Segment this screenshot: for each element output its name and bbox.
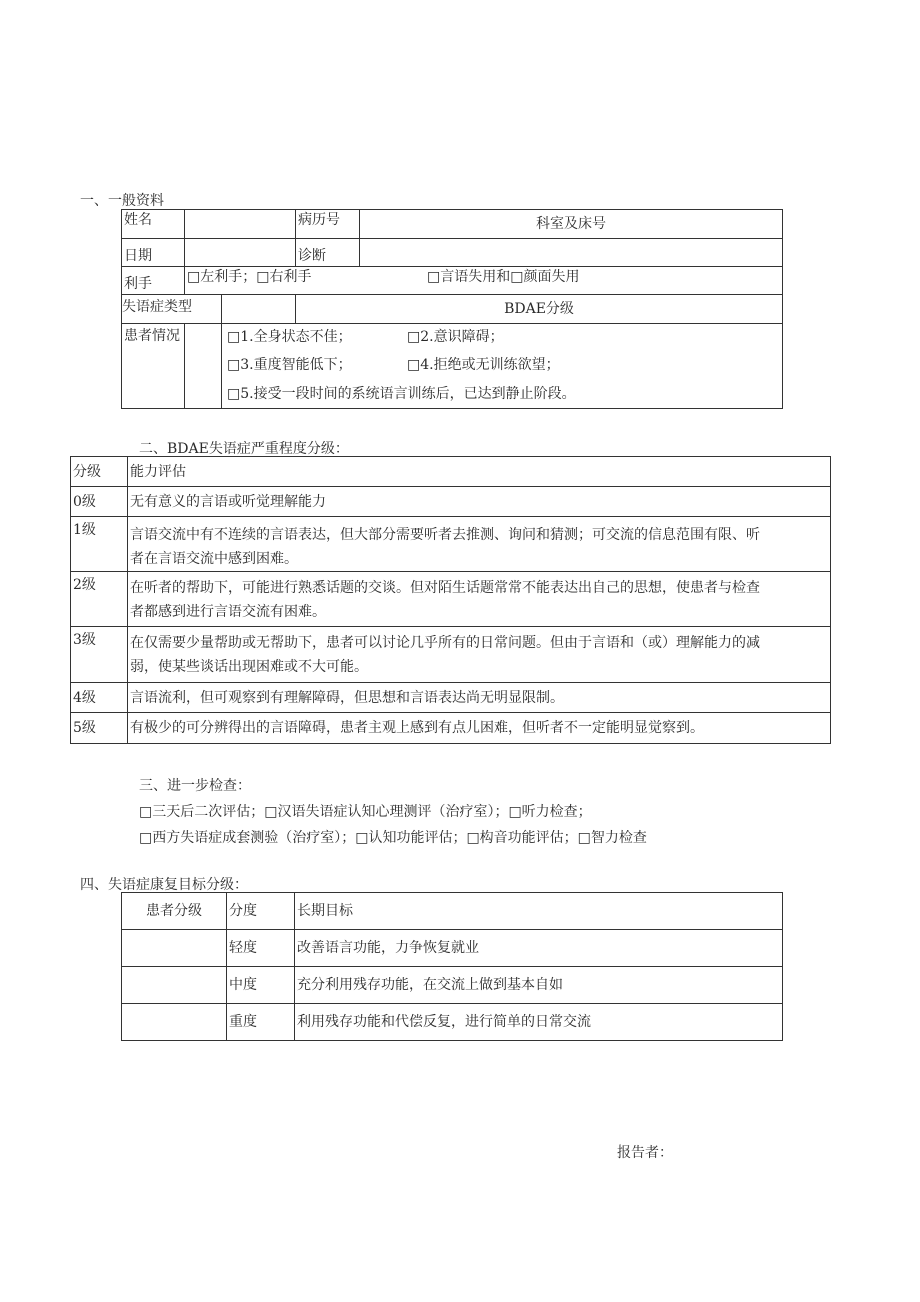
grade-desc: 言语流利，但可观察到有理解障碍，但思想和言语表达尚无明显限制。 bbox=[128, 683, 831, 713]
grade-label: 2级 bbox=[71, 572, 128, 627]
grade-label: 4级 bbox=[71, 683, 128, 713]
patient-grade-field[interactable] bbox=[122, 1004, 227, 1041]
grade-desc: 无有意义的言语或听觉理解能力 bbox=[128, 487, 831, 517]
goal-cell: 充分利用残存功能，在交流上做到基本自如 bbox=[295, 967, 783, 1004]
degree-cell: 中度 bbox=[227, 967, 295, 1004]
name-field[interactable] bbox=[185, 210, 296, 239]
grade-desc bbox=[128, 627, 831, 683]
grade-desc-line1: 在仅需要少量帮助或无帮助下，患者可以讨论几乎所有的日常问题。但由于言语和（或）理解能力的减 bbox=[130, 635, 760, 651]
bdae-grade-table bbox=[70, 456, 831, 744]
degree-cell: 重度 bbox=[227, 1004, 295, 1041]
patient-grade-field[interactable] bbox=[122, 930, 227, 967]
diagnosis-label: 诊断 bbox=[296, 239, 360, 267]
grade-desc-line2: 弱，使某些谈话出现困难或不大可能。 bbox=[130, 659, 368, 675]
goal-header: 长期目标 bbox=[295, 893, 783, 930]
cond4-checkbox[interactable]: □4.拒绝或无训练欲望； bbox=[407, 357, 560, 373]
patient-label: 患者情况 bbox=[122, 324, 185, 409]
diagnosis-field[interactable] bbox=[360, 239, 783, 267]
grade-row-0 bbox=[71, 487, 831, 517]
grade-desc bbox=[128, 517, 831, 572]
goal-row bbox=[122, 930, 783, 967]
hand-options[interactable]: □左利手；□右利手 bbox=[187, 269, 312, 285]
hand-apraxia-cell bbox=[185, 267, 783, 295]
reporter-label: 报告者： bbox=[617, 1145, 673, 1161]
section1-title: 一、一般资料 bbox=[80, 193, 164, 209]
grade-label: 0级 bbox=[71, 487, 128, 517]
goal-row bbox=[122, 967, 783, 1004]
patient-grade-header: 患者分级 bbox=[122, 893, 227, 930]
date-label: 日期 bbox=[122, 239, 185, 267]
grade-row-5 bbox=[71, 713, 831, 744]
name-label: 姓名 bbox=[122, 210, 185, 239]
degree-header: 分度 bbox=[227, 893, 295, 930]
grade-header: 分级 bbox=[71, 457, 128, 487]
grade-label: 1级 bbox=[71, 517, 128, 572]
aphasia-type-text: 失语症类型 bbox=[122, 299, 192, 315]
section4-title: 四、失语症康复目标分级： bbox=[80, 877, 248, 893]
degree-cell: 轻度 bbox=[227, 930, 295, 967]
further-exam-line2[interactable]: □西方失语症成套测验（治疗室）；□认知功能评估；□构音功能评估；□智力检查 bbox=[139, 830, 647, 846]
hand-label: 利手 bbox=[122, 267, 185, 295]
goal-cell: 改善语言功能，力争恢复就业 bbox=[295, 930, 783, 967]
grade-row-2 bbox=[71, 572, 831, 627]
grade-desc-line1: 在听者的帮助下，可能进行熟悉话题的交谈。但对陌生话题常常不能表达出自己的思想，使患者与检查 bbox=[130, 580, 760, 596]
further-exam-line1[interactable]: □三天后二次评估；□汉语失语症认知心理测评（治疗室）；□听力检查； bbox=[139, 804, 592, 820]
grade-desc-line2: 者在言语交流中感到困难。 bbox=[130, 551, 298, 567]
ability-header: 能力评估 bbox=[128, 457, 831, 487]
grade-label: 3级 bbox=[71, 627, 128, 683]
grade-desc-line2: 者都感到进行言语交流有困难。 bbox=[130, 604, 326, 620]
aphasia-type-label bbox=[122, 295, 296, 324]
date-field[interactable] bbox=[185, 239, 296, 267]
cond2-checkbox[interactable]: □2.意识障碍； bbox=[407, 329, 504, 345]
section2-title: 二、BDAE失语症严重程度分级： bbox=[139, 441, 349, 457]
grade-desc: 有极少的可分辨得出的言语障碍，患者主观上感到有点儿困难，但听者不一定能明显觉察到。 bbox=[128, 713, 831, 744]
rehab-goal-table bbox=[121, 892, 783, 1041]
patient-grade-field[interactable] bbox=[122, 967, 227, 1004]
grade-row-1 bbox=[71, 517, 831, 572]
bdae-label: BDAE分级 bbox=[296, 295, 783, 324]
record-label: 病历号 bbox=[296, 210, 360, 239]
cond3-checkbox[interactable]: □3.重度智能低下； bbox=[227, 357, 352, 373]
grade-row-3 bbox=[71, 627, 831, 683]
grade-row-4 bbox=[71, 683, 831, 713]
goal-cell: 利用残存功能和代偿反复，进行简单的日常交流 bbox=[295, 1004, 783, 1041]
grade-desc bbox=[128, 572, 831, 627]
cond5-checkbox[interactable]: □5.接受一段时间的系统语言训练后，已达到静止阶段。 bbox=[227, 386, 576, 402]
dept-label: 科室及床号 bbox=[360, 210, 783, 239]
grade-desc-line1: 言语交流中有不连续的言语表达，但大部分需要听者去推测、询问和猜测；可交流的信息范围有限、听 bbox=[130, 527, 760, 543]
grade-label: 5级 bbox=[71, 713, 128, 744]
goal-row bbox=[122, 1004, 783, 1041]
conditions-divider bbox=[221, 295, 222, 409]
cond1-checkbox[interactable]: □1.全身状态不佳； bbox=[227, 329, 352, 345]
apraxia-options[interactable]: □言语失用和□颜面失用 bbox=[427, 269, 580, 285]
section3-title: 三、进一步检查： bbox=[139, 778, 251, 794]
patient-conditions bbox=[185, 324, 783, 409]
